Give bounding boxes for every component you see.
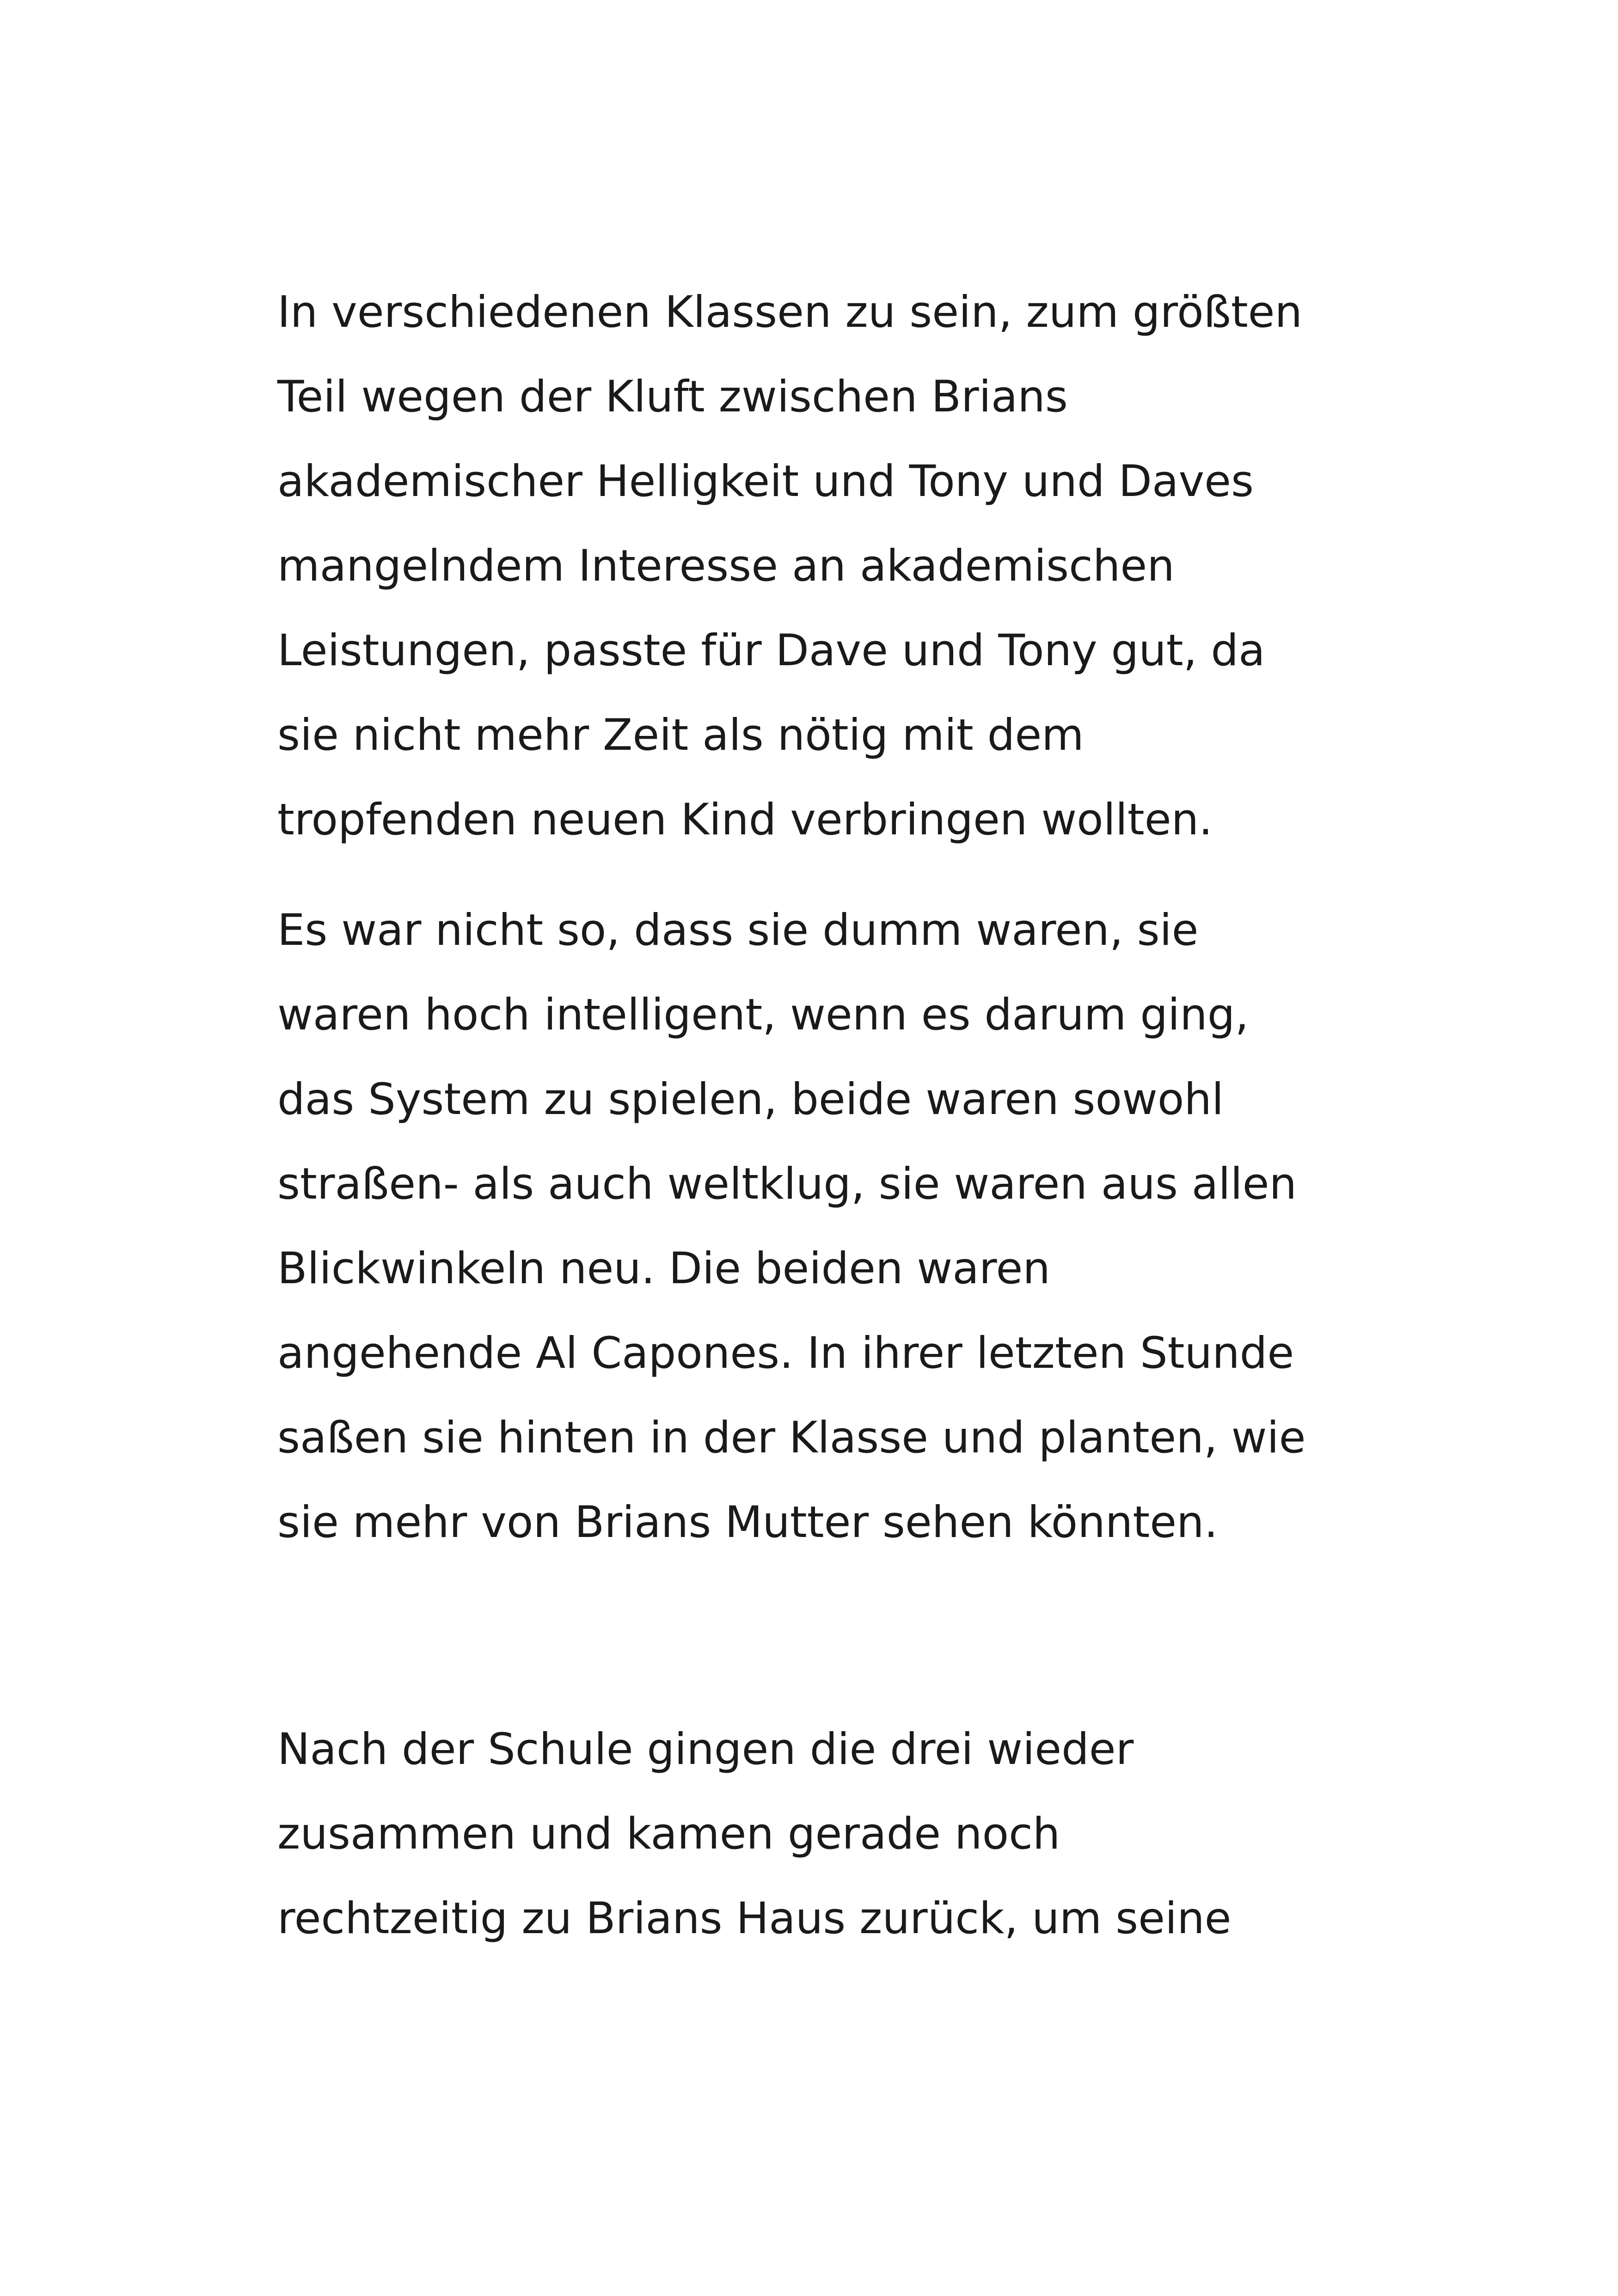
text-line: Teil wegen der Kluft zwischen Brians (277, 372, 1068, 422)
text-line: Blickwinkeln neu. Die beiden waren (277, 1243, 1050, 1294)
text-line: waren hoch intelligent, wenn es darum ging, (277, 990, 1249, 1040)
text-line: rechtzeitig zu Brians Haus zurück, um seine (277, 1893, 1232, 1944)
text-line: sie nicht mehr Zeit als nötig mit dem (277, 710, 1084, 760)
text-line: Leistungen, passte für Dave und Tony gut, da (277, 625, 1265, 676)
paragraph-2 (277, 888, 1387, 1565)
text-line: angehende Al Capones. In ihrer letzten Stunde (277, 1328, 1294, 1378)
text-line: tropfenden neuen Kind verbringen wollten. (277, 795, 1213, 845)
text-line: mangelndem Interesse an akademischen (277, 541, 1175, 591)
text-line: straßen- als auch weltklug, sie waren aus allen (277, 1159, 1297, 1209)
text-line: Nach der Schule gingen die drei wieder (277, 1724, 1134, 1775)
text-line: zusammen und kamen gerade noch (277, 1809, 1060, 1859)
paragraph-3 (277, 1707, 1387, 1961)
text-line: Es war nicht so, dass sie dumm waren, sie (277, 905, 1199, 955)
text-line: das System zu spielen, beide waren sowohl (277, 1074, 1224, 1125)
text-line: saßen sie hinten in der Klasse und planten, wie (277, 1413, 1306, 1463)
text-line: akademischer Helligkeit und Tony und Daves (277, 456, 1254, 507)
text-line: sie mehr von Brians Mutter sehen könnten. (277, 1497, 1218, 1548)
paragraph-1 (277, 270, 1387, 862)
text-line: In verschiedenen Klassen zu sein, zum größten (277, 287, 1303, 337)
